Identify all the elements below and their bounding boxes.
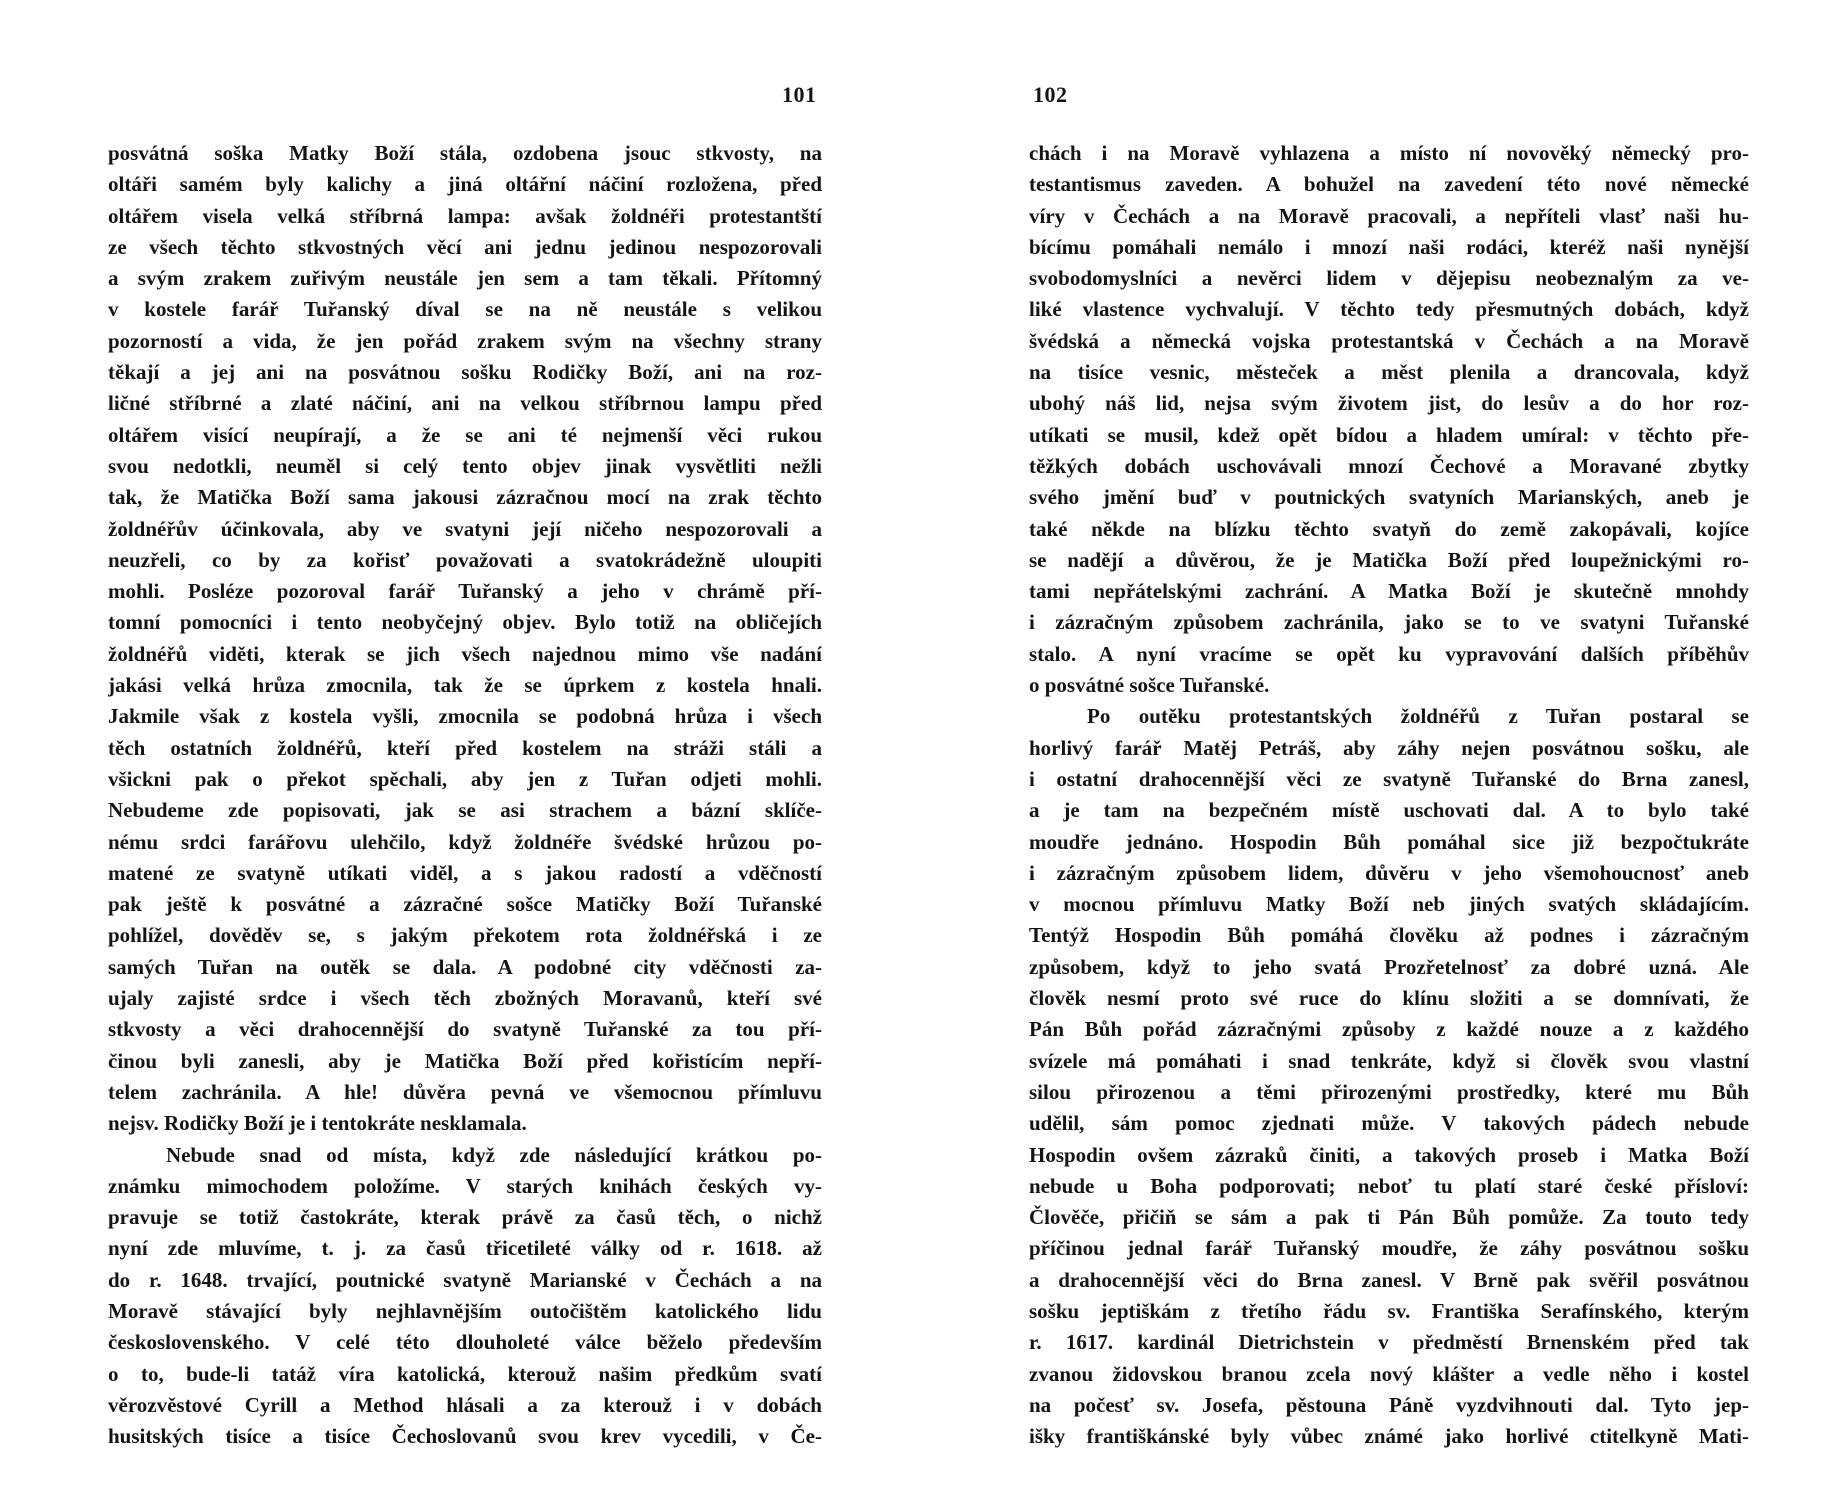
text-line: nejsv. Rodičky Boží je i tentokráte nesklamala. [108, 1111, 527, 1136]
text-line: i zázračným způsobem zachránila, jako se to ve svatyni Tuřanské [1029, 610, 1749, 635]
text-line: utíkati se musil, kdež opět bídou a hladem umíral: v těchto pře- [1029, 422, 1749, 447]
text-line: zvanou židovskou branou zcela nový klášter a vedle něho i kostel [1029, 1361, 1749, 1386]
text-line: Pán Bůh pořád zázračnými způsoby z každé nouze a z každého [1029, 1017, 1749, 1042]
body-text [108, 138, 822, 1452]
text-line: ubohý náš lid, nejsa svým životem jist, do lesův a do hor roz- [1029, 391, 1749, 416]
text-line: tomní pomocníci i tento neobyčejný objev. Bylo totiž na obličejích [108, 610, 822, 635]
text-line: švédská a německá vojska protestantská v Čechách a na Moravě [1029, 328, 1749, 353]
body-text [1029, 138, 1749, 1452]
text-line: i ostatní drahocennější věci ze svatyně Tuřanské do Brna zanesl, [1029, 766, 1749, 791]
text-line: Moravě stávající byly nejhlavnějším outočištěm katolického lidu [108, 1298, 822, 1323]
text-line: na počesť sv. Josefa, pěstouna Páně vyzdvihnouti dal. Tyto jep- [1029, 1392, 1749, 1417]
text-line: bícímu pomáhali nemálo i mnozí naši rodáci, kteréž naši nynější [1029, 234, 1749, 259]
text-line: horlivý farář Matěj Petráš, aby záhy nejen posvátnou sošku, ale [1029, 735, 1749, 760]
text-line: i zázračným způsobem lidem, důvěru v jeho všemohoucnosť aneb [1029, 860, 1749, 885]
text-line: oltářem visela velká stříbrná lampa: avšak žoldnéři protestantští [108, 203, 822, 228]
text-line: pozorností a vida, že jen pořád zrakem svým na všechny strany [108, 328, 822, 353]
text-line: husitských tisíce a tisíce Čechoslovanů svou krev vycedili, v Če- [108, 1424, 822, 1449]
text-line: činou byli zanesli, aby je Matička Boží před kořistícím nepří- [108, 1048, 822, 1073]
text-line: oltářem visící neupírají, a že se ani té nejmenší věci rukou [108, 422, 822, 447]
text-line: udělil, sám pomoc zjednati může. V takových pádech nebude [1029, 1111, 1749, 1136]
text-line: způsobem, když to jeho svatá Prozřetelnosť za dobré uzná. Ale [1029, 954, 1749, 979]
text-line: testantismus zaveden. A bohužel na zavedení této nové německé [1029, 172, 1749, 197]
text-line: na tisíce vesnic, městeček a měst plenila a drancovala, když [1029, 360, 1749, 385]
text-line: chách i na Moravě vyhlazena a místo ní novověký německý pro- [1029, 141, 1749, 165]
text-line: samých Tuřan na outěk se dala. A podobné city vděčnosti za- [108, 954, 822, 979]
text-line: ze všech těchto stkvostných věcí ani jednu jedinou nespozorovali [108, 234, 822, 259]
text-line: se nadějí a důvěrou, že je Matička Boží před loupežnickými ro- [1029, 547, 1749, 572]
text-line: sošku jeptiškám z třetího řádu sv. Františka Serafínského, kterým [1029, 1298, 1749, 1323]
text-line: také někde na blízku těchto svatyň do země zakopávali, kojíce [1029, 516, 1749, 541]
text-line: a je tam na bezpečném místě uschovati dal. A to bylo také [1029, 798, 1749, 823]
text-line: do r. 1648. trvající, poutnické svatyně Marianské v Čechách a na [108, 1267, 822, 1292]
text-line: Hospodin ovšem zázraků činiti, a takových proseb i Matka Boží [1029, 1142, 1749, 1167]
text-line: těžkých dobách uschovávali mnozí Čechové a Moravané zbytky [1029, 453, 1749, 478]
text-line: svobodomyslníci a nevěrci lidem v dějepisu neobeznalým za ve- [1029, 266, 1749, 291]
text-line: oltáři samém byly kalichy a jiná oltářní náčiní rozložena, před [108, 172, 822, 197]
text-line: nyní zde mluvíme, t. j. za časů třicetileté války od r. 1618. až [108, 1236, 822, 1261]
text-line: Po outěku protestantských žoldnéřů z Tuřan postaral se [1087, 704, 1749, 729]
text-line: ujaly zajisté srdce i všech těch zbožných Moravanů, kteří své [108, 986, 822, 1011]
text-line: Jakmile však z kostela vyšli, zmocnila se podobná hrůza i všech [108, 704, 822, 729]
text-line: posvátná soška Matky Boží stála, ozdobena jsouc stkvosty, na [108, 141, 822, 165]
text-line: příčinou jednal farář Tuřanský moudře, že záhy posvátnou sošku [1029, 1236, 1749, 1261]
text-line: člověk nesmí proto své ruce do klínu složiti a se domnívati, že [1029, 986, 1749, 1011]
text-line: nebude u Boha podporovati; neboť tu platí staré české přísloví: [1029, 1173, 1749, 1198]
text-line: Nebudeme zde popisovati, jak se asi strachem a bázní sklíče- [108, 798, 822, 823]
text-line: o posvátné sošce Tuřanské. [1029, 673, 1270, 698]
text-line: matené ze svatyně utíkati viděl, a s jakou radostí a vděčností [108, 860, 822, 885]
text-line: československého. V celé této dlouholeté válce běželo především [108, 1330, 822, 1355]
text-line: v kostele farář Tuřanský díval se na ně neustále s velikou [108, 297, 822, 322]
text-line: žoldnéřů viděti, kterak se jich všech najednou mimo vše nadání [108, 641, 822, 666]
right-page [921, 0, 1842, 1500]
text-line: pravuje se totiž častokráte, kterak právě za časů těch, o nichž [108, 1205, 822, 1230]
text-line: těkají a jej ani na posvátnou sošku Rodičky Boží, ani na roz- [108, 360, 822, 385]
text-line: telem zachránila. A hle! důvěra pevná ve všemocnou přímluvu [108, 1079, 822, 1104]
text-line: Člověče, přičiň se sám a pak ti Pán Bůh pomůže. Za toutо tedy [1029, 1205, 1749, 1230]
text-line: známku mimochodem položíme. V starých knihách českých vy- [108, 1173, 822, 1198]
text-line: v mocnou přímluvu Matky Boží neb jiných svatých skládajícím. [1029, 892, 1749, 917]
text-line: a drahocennější věci do Brna zanesl. V Brně pak svěřil posvátnou [1029, 1267, 1749, 1292]
text-line: Nebude snad od místa, když zde následující krátkou po- [166, 1142, 822, 1167]
text-line: r. 1617. kardinál Dietrichstein v předměstí Brnenském před tak [1029, 1330, 1749, 1355]
text-line: nému srdci farářovu ulehčilo, když žoldnéře švédské hrůzou po- [108, 829, 822, 854]
text-line: svízele má pomáhati i snad tenkráte, když si člověk svou vlastní [1029, 1048, 1749, 1073]
text-line: liké vlastence vychvalují. V těchto tedy přesmutných dobách, když [1029, 297, 1749, 322]
text-line: Tentýž Hospodin Bůh pomáhá člověku až podnes i zázračným [1029, 923, 1749, 948]
text-line: pohlížel, dověděv se, s jakým překotem rota žoldnéřská i ze [108, 923, 822, 948]
text-line: žoldnéřův účinkovala, aby ve svatyni její ničeho nespozorovali a [108, 516, 822, 541]
text-line: věrozvěstové Cyrill a Method hlásali a za kterouž i v dobách [108, 1392, 822, 1417]
text-line: stkvosty a věci drahocennější do svatyně Tuřanské za tou pří- [108, 1017, 822, 1042]
page-number: 101 [782, 82, 817, 107]
text-line: silou přirozenou a těmi přirozenými prostředky, které mu Bůh [1029, 1079, 1749, 1104]
text-line: pak ještě k posvátné a zázračné sošce Matičky Boží Tuřanské [108, 892, 822, 917]
page-number: 102 [1033, 82, 1068, 107]
text-line: těch ostatních žoldnéřů, kteří před kostelem na stráži stáli a [108, 735, 822, 760]
text-line: tami nepřátelskými zachrání. A Matka Boží je skutečně mnohdy [1029, 579, 1749, 604]
text-line: moudře jednáno. Hospodin Bůh pomáhal sice již bezpočtukráte [1029, 829, 1749, 854]
text-line: jakási velká hrůza zmocnila, tak že se úprkem z kostela hnali. [108, 673, 822, 698]
text-line: neuzřeli, co by za kořisť považovati a svatokrádežně uloupiti [108, 547, 822, 572]
text-line: o to, bude-li tatáž víra katolická, kterouž našim předkům svatí [108, 1361, 822, 1386]
text-line: víry v Čechách a na Moravě pracovali, a nepříteli vlasť naši hu- [1029, 203, 1749, 228]
text-line: stalo. A nyní vracíme se opět ku vypravování dalších příběhův [1029, 641, 1749, 666]
text-line: mohli. Posléze pozoroval farář Tuřanský a jeho v chrámě pří- [108, 579, 822, 604]
text-line: a svým zrakem zuřivým neustále jen sem a tam těkali. Přítomný [108, 266, 822, 291]
text-line: svého jmění buď v poutnických svatyních Marianských, aneb je [1029, 485, 1749, 510]
text-line: všickni pak o překot spěchali, aby jen z Tuřan odjeti mohli. [108, 766, 822, 791]
text-line: ličné stříbrné a zlaté náčiní, ani na velkou stříbrnou lampu před [108, 391, 822, 416]
text-line: tak, že Matička Boží sama jakousi zázračnou mocí na zrak těchto [108, 485, 822, 510]
text-line: išky františkánské byly vůbec známé jako horlivé ctitelkyně Mati- [1029, 1424, 1749, 1449]
text-line: svou nedotkli, neuměl si celý tento objev jinak vysvětliti nežli [108, 453, 822, 478]
